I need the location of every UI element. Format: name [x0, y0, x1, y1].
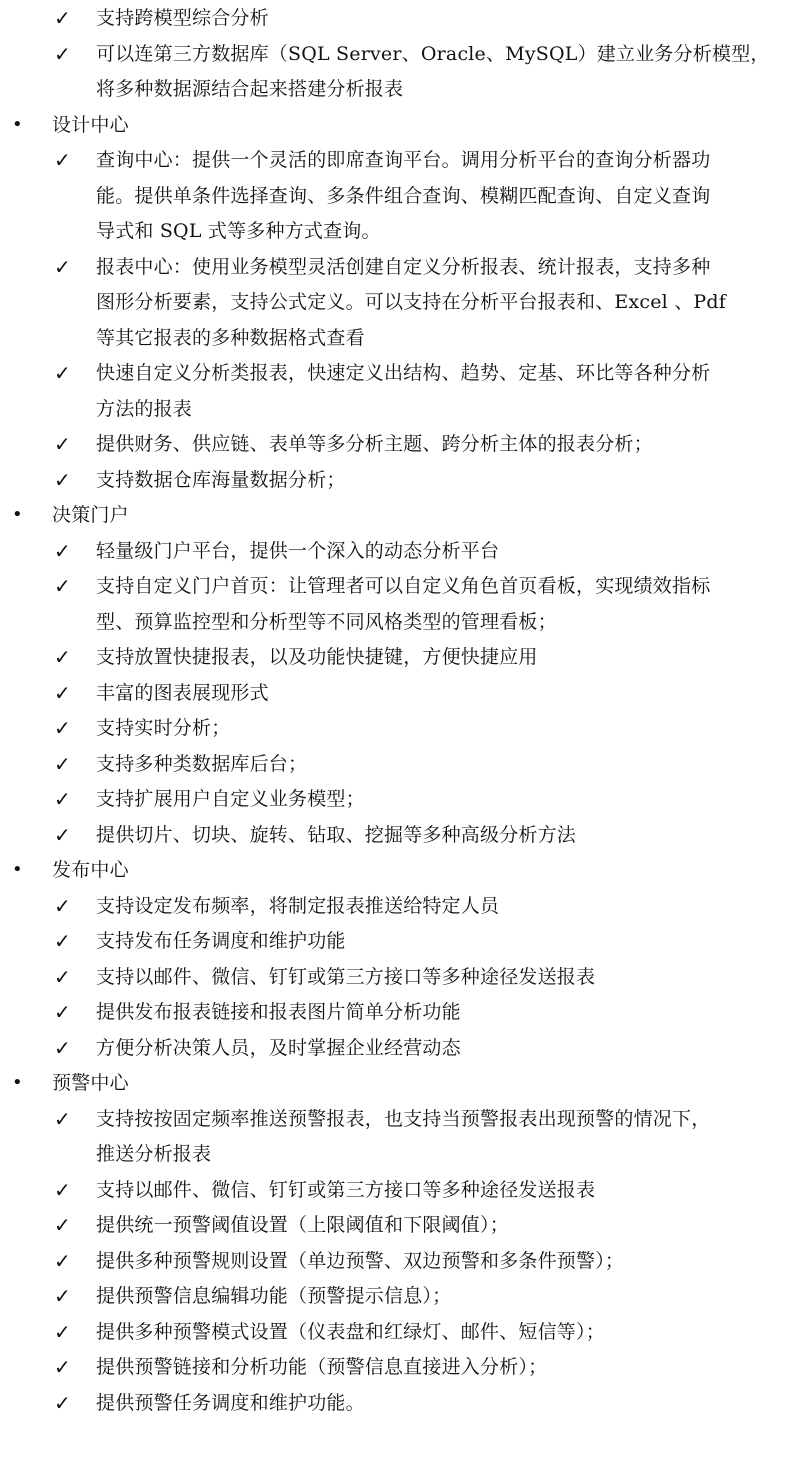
checkmark-icon: ✓: [54, 645, 71, 669]
checkmark-icon: ✓: [54, 254, 71, 279]
list-item-text: 提供预警链接和分析功能（预警信息直接进入分析）；: [96, 1356, 548, 1378]
bullet-icon: •: [12, 1072, 23, 1093]
checkmark-icon: ✓: [54, 751, 71, 776]
section-heading: 设计中心: [52, 113, 129, 136]
bullet-icon: •: [12, 504, 23, 525]
list-item-text: 快速自定义分析类报表，快速定义出结构、趋势、定基、环比等各种分析: [96, 362, 711, 384]
list-item-text: 支持以邮件、微信、钉钉或第三方接口等多种途径发送报表: [96, 965, 596, 988]
list-item-text: 提供财务、供应链、表单等多分析主题、跨分析主体的报表分析；: [96, 433, 653, 455]
bullet-icon: •: [12, 859, 23, 880]
list-item-text: 型、预算监控型和分析型等不同风格类型的管理看板；: [96, 610, 557, 633]
list-item-text: 将多种数据源结合起来搭建分析报表: [96, 78, 404, 100]
list-item-text: 提供多种预警规则设置（单边预警、双边预警和多条件预警）；: [96, 1249, 625, 1272]
list-item-text: 支持以邮件、微信、钉钉或第三方接口等多种途径发送报表: [96, 1178, 596, 1201]
list-item-text: 支持发布任务调度和维护功能: [96, 930, 346, 952]
checkmark-icon: ✓: [54, 1213, 71, 1237]
section-heading: 发布中心: [52, 859, 129, 881]
checkmark-icon: ✓: [54, 680, 71, 705]
checkmark-icon: ✓: [54, 467, 71, 492]
list-item-text: 支持放置快捷报表，以及功能快捷键，方便快捷应用: [96, 646, 538, 668]
list-item-text: 提供统一预警阈值设置（上限阈值和下限阈值）；: [96, 1214, 509, 1236]
checkmark-icon: ✓: [54, 787, 71, 811]
list-item-text: 报表中心：使用业务模型灵活创建自定义分析报表、统计报表，支持多种: [96, 255, 711, 278]
list-item-text: 支持按按固定频率推送预警报表，也支持当预警报表出现预警的情况下，: [96, 1107, 711, 1130]
list-item-text: 提供切片、切块、旋转、钻取、挖掘等多种高级分析方法: [96, 823, 577, 846]
checkmark-icon: ✓: [54, 1000, 71, 1024]
list-item-text: 提供预警信息编辑功能（预警提示信息）；: [96, 1285, 452, 1307]
list-item-text: 提供发布报表链接和报表图片简单分析功能: [96, 1001, 461, 1023]
checkmark-icon: ✓: [54, 1390, 71, 1415]
list-item-text: 支持跨模型综合分析: [96, 7, 269, 29]
checkmark-icon: ✓: [54, 1319, 71, 1344]
checkmark-icon: ✓: [54, 964, 71, 989]
checkmark-icon: ✓: [54, 822, 71, 847]
list-item-text: 方便分析决策人员，及时掌握企业经营动态: [96, 1036, 461, 1059]
checkmark-icon: ✓: [54, 574, 71, 598]
checkmark-icon: ✓: [54, 1035, 71, 1060]
checkmark-icon: ✓: [54, 929, 71, 953]
checkmark-icon: ✓: [54, 1106, 71, 1131]
checkmark-icon: ✓: [54, 1177, 71, 1202]
list-item-text: 提供多种预警模式设置（仪表盘和红绿灯、邮件、短信等）；: [96, 1320, 605, 1343]
checkmark-icon: ✓: [54, 716, 71, 740]
list-item-text: 支持实时分析；: [96, 717, 231, 739]
checkmark-icon: ✓: [54, 6, 71, 30]
list-item-text: 图形分析要素，支持公式定义。可以支持在分析平台报表和、Excel 、Pdf: [96, 291, 726, 313]
bullet-icon: •: [12, 113, 23, 135]
list-item-text: 推送分析报表: [96, 1143, 212, 1165]
checkmark-icon: ✓: [54, 361, 71, 385]
checkmark-icon: ✓: [54, 1284, 71, 1308]
list-item-text: 导式和 SQL 式等多种方式查询。: [96, 220, 381, 242]
list-item-text: 支持多种类数据库后台；: [96, 752, 308, 775]
section-heading: 预警中心: [52, 1072, 129, 1094]
list-item-text: 支持设定发布频率，将制定报表推送给特定人员: [96, 894, 500, 917]
list-item-text: 支持数据仓库海量数据分析；: [96, 468, 346, 491]
list-item-text: 提供预警任务调度和维护功能。: [96, 1391, 365, 1414]
list-item-text: 可以连第三方数据库（SQL Server、Oracle、MySQL）建立业务分析模型，: [96, 42, 770, 65]
list-item-text: 丰富的图表展现形式: [96, 681, 269, 704]
checkmark-icon: ✓: [54, 538, 71, 563]
list-item-text: 轻量级门户平台，提供一个深入的动态分析平台: [96, 539, 500, 562]
list-item-text: 方法的报表: [96, 397, 193, 420]
list-item-text: 支持自定义门户首页：让管理者可以自定义角色首页看板，实现绩效指标: [96, 575, 711, 597]
checkmark-icon: ✓: [54, 41, 71, 66]
list-item-text: 支持扩展用户自定义业务模型；: [96, 788, 365, 810]
section-heading: 决策门户: [52, 504, 129, 526]
checkmark-icon: ✓: [54, 893, 71, 918]
list-item-text: 查询中心：提供一个灵活的即席查询平台。调用分析平台的查询分析器功: [96, 149, 711, 171]
checkmark-icon: ✓: [54, 148, 71, 172]
checkmark-icon: ✓: [54, 1248, 71, 1273]
list-item-text: 能。提供单条件选择查询、多条件组合查询、模糊匹配查询、自定义查询: [96, 184, 711, 207]
checkmark-icon: ✓: [54, 432, 71, 456]
list-item-text: 等其它报表的多种数据格式查看: [96, 326, 365, 349]
checkmark-icon: ✓: [54, 1355, 71, 1379]
